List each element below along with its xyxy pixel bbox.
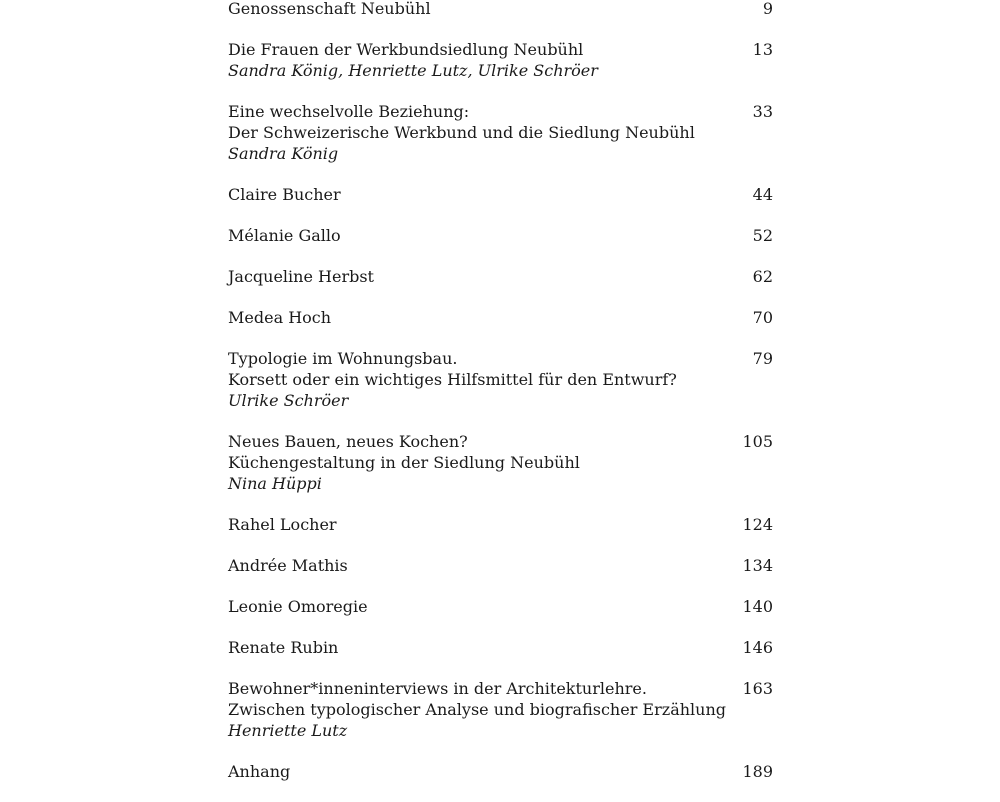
toc-entry-page-number: 146 bbox=[742, 638, 773, 657]
toc-entry-page-number: 189 bbox=[742, 762, 773, 781]
toc-entry-title-line: Küchengestaltung in der Siedlung Neubühl bbox=[228, 453, 580, 472]
toc-entry[interactable] bbox=[228, 39, 773, 81]
toc-entry[interactable] bbox=[228, 596, 773, 617]
toc-entry-title-line: Der Schweizerische Werkbund und die Siedlung Neubühl bbox=[228, 123, 695, 142]
toc-entry-title-line: Bewohner*inneninterviews in der Architekturlehre. bbox=[228, 679, 647, 698]
toc-entry-title-line: Jacqueline Herbst bbox=[228, 267, 374, 286]
toc-entry-title-line: Mélanie Gallo bbox=[228, 226, 341, 245]
toc-entry-page-number: 124 bbox=[742, 515, 773, 534]
toc-entry[interactable] bbox=[228, 225, 773, 246]
toc-entry-page-number: 33 bbox=[752, 102, 773, 121]
toc-entry-title-line: Andrée Mathis bbox=[228, 556, 348, 575]
toc-entry-title-line: Neues Bauen, neues Kochen? bbox=[228, 432, 468, 451]
toc-entry-page-number: 62 bbox=[752, 267, 773, 286]
toc-entry[interactable] bbox=[228, 184, 773, 205]
toc-entry-page-number: 70 bbox=[752, 308, 773, 327]
toc-entry-page-number: 79 bbox=[752, 349, 773, 368]
toc-entry-title-line: Claire Bucher bbox=[228, 185, 341, 204]
toc-entry-title-line: Korsett oder ein wichtiges Hilfsmittel für den Entwurf? bbox=[228, 370, 677, 389]
toc-entry[interactable] bbox=[228, 555, 773, 576]
toc-entry-page-number: 9 bbox=[762, 0, 773, 18]
toc-entry[interactable] bbox=[228, 514, 773, 535]
toc-entry[interactable] bbox=[228, 431, 773, 494]
toc-entry-title-line: Genossenschaft Neubühl bbox=[228, 0, 431, 18]
toc-entry-page-number: 105 bbox=[742, 432, 773, 451]
toc-entry-title-line: Zwischen typologischer Analyse und biografischer Erzählung bbox=[228, 700, 726, 719]
toc-entry-title-line: Medea Hoch bbox=[228, 308, 332, 327]
toc-entry[interactable] bbox=[228, 637, 773, 658]
toc-entry-author: Nina Hüppi bbox=[228, 474, 322, 493]
toc-entry-title-line: Leonie Omoregie bbox=[228, 597, 368, 616]
toc-entry[interactable] bbox=[228, 266, 773, 287]
toc-entry-page-number: 134 bbox=[742, 556, 773, 575]
toc-entry-author: Ulrike Schröer bbox=[228, 391, 349, 410]
toc-entry-title-line: Die Frauen der Werkbundsiedlung Neubühl bbox=[228, 40, 584, 59]
toc-entry-title-line: Rahel Locher bbox=[228, 515, 337, 534]
toc-entry-page-number: 44 bbox=[752, 185, 773, 204]
toc-entry[interactable] bbox=[228, 0, 773, 19]
toc-entry-title-line: Eine wechselvolle Beziehung: bbox=[228, 102, 470, 121]
toc-entry-page-number: 52 bbox=[752, 226, 773, 245]
toc-entry-page-number: 13 bbox=[752, 40, 773, 59]
toc-entry-author: Sandra König bbox=[228, 144, 339, 163]
toc-entry[interactable] bbox=[228, 101, 773, 164]
toc-entry-title-line: Anhang bbox=[228, 762, 291, 781]
toc-entry-title-line: Typologie im Wohnungsbau. bbox=[228, 349, 458, 368]
toc-entry[interactable] bbox=[228, 678, 773, 741]
table-of-contents bbox=[228, 0, 773, 802]
toc-entry[interactable] bbox=[228, 307, 773, 328]
toc-entry-author: Sandra König, Henriette Lutz, Ulrike Schröer bbox=[228, 61, 598, 80]
toc-entry-author: Henriette Lutz bbox=[228, 721, 348, 740]
toc-entry[interactable] bbox=[228, 761, 773, 782]
toc-entry[interactable] bbox=[228, 348, 773, 411]
toc-entry-page-number: 163 bbox=[742, 679, 773, 698]
toc-entry-title-line: Renate Rubin bbox=[228, 638, 339, 657]
toc-entry-page-number: 140 bbox=[742, 597, 773, 616]
